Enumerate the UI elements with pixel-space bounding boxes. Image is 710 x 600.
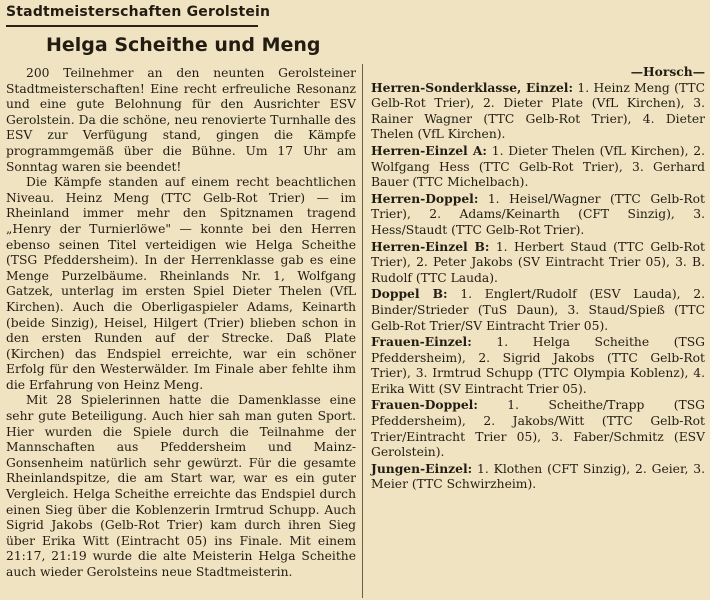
paragraph-intro: 200 Teilnehmer an den neunten Gerolsteiner Stadtmeisterschaften! Eine recht erfreuliche Resonanz und eine gute Belohnung für den Ausrichter ESV Gerolstein. Da die schöne, neu renovierte Turnhalle des ESV zur Verfügung stand, gingen die Kämpfe programmgemäß über die Bühne. Um 17 Uhr am Sonntag waren sie beendet! [6,66,356,174]
result-text: 1. Herbert Staud (TTC Gelb-Rot Trier), 2. Peter Jakobs (SV Eintracht Trier 05), 3. B. Rudolf (TTC Lauda). [371,239,705,285]
paragraph-men: Die Kämpfe standen auf einem recht beachtlichen Niveau. Heinz Meng (TTC Gelb-Rot Trier) — im Rheinland immer mehr den Spitznamen tragend „Henry der Turnierlöwe" — konnte bei den Herren ebenso seinen Titel verteidigen wie Helga Scheithe (TSG Pfeddersheim). In der Herrenklasse gab es eine Menge Purzelbäume. Rheinlands Nr. 1, Wolfgang Gatzek, unterlag im ersten Spiel Dieter Thelen (VfL Kirchen). Auch die Oberligaspieler Adams, Keinarth (beide Sinzig), Heisel, Hilgert (Trier) blieben schon in den ersten Runden auf der Strecke. Daß Plate (Kirchen) das Endspiel erreichte, war ein schöner Erfolg für den Westerwälder. Im Finale aber fehlte ihm die Erfahrung von Heinz Meng. [6,175,356,392]
author-byline: —Horsch— [630,64,705,79]
result-entry [371,397,705,460]
result-text: 1. Dieter Thelen (VfL Kirchen), 2. Wolfgang Hess (TTC Gelb-Rot Trier), 3. Gerhard Bauer (TTC Michelbach). [371,143,705,190]
result-category: Jungen-Einzel: [371,460,473,476]
result-category: Herren-Einzel A: [371,142,487,158]
result-category: Frauen-Doppel: [371,397,478,413]
result-text: 1. Helga Scheithe (TSG Pfeddersheim), 2. Sigrid Jakobs (TTC Gelb-Rot Trier), 3. Irmtrud Schupp (TTC Olympia Koblenz), 4. Erika Witt (SV Eintracht Trier 05). [371,335,705,396]
result-entry [371,80,705,143]
result-text: 1. Heinz Meng (TTC Gelb-Rot Trier), 2. Dieter Plate (VfL Kirchen), 3. Rainer Wagner (TTC Gelb-Rot Trier), 4. Dieter Thelen (VfL Kirchen). [371,80,705,142]
result-entry [371,191,705,239]
result-category: Herren-Einzel B: [371,238,490,254]
result-category: Herren-Doppel: [371,190,479,206]
column-divider [362,64,363,598]
result-text: 1. Klothen (CFT Sinzig), 2. Geier, 3. Meier (TTC Schwirzheim). [371,461,705,492]
paragraph-women: Mit 28 Spielerinnen hatte die Damenklasse eine sehr gute Beteiligung. Auch hier sah man guten Sport. Hier wurden die Spiele durch die Teilnahme der Mannschaften aus Pfeddersheim und Mainz-Gonsenheim natürlich sehr gewürzt. Für die gesamte Rheinlandspitze, die am Start war, war es ein guter Vergleich. Helga Scheithe erreichte das Endspiel durch einen Sieg über die Koblenzerin Irmtrud Schupp. Auch Sigrid Jakobs (Gelb-Rot Trier) kam durch ihren Sieg über Erika Witt (Eintracht 05) ins Finale. Mit einem 21:17, 21:19 wurde die alte Meisterin Helga Scheithe auch wieder Gerolsteins neue Stadtmeisterin. [6,393,356,579]
result-category: Frauen-Einzel: [371,334,472,350]
result-entry [371,334,705,397]
left-column [6,66,356,581]
section-rubric: Stadtmeisterschaften Gerolstein [6,4,271,20]
result-category: Herren-Sonderklasse, Einzel: [371,79,574,95]
result-entry [371,286,705,334]
rubric-underline [6,25,258,27]
article-headline: Helga Scheithe und Meng [46,34,321,56]
result-entry [371,239,705,287]
result-entry [371,143,705,191]
result-entry [371,461,705,493]
result-text: 1. Heisel/Wagner (TTC Gelb-Rot Trier), 2. Adams/Keinarth (CFT Sinzig), 3. Hess/Staudt (TTC Gelb-Rot Trier). [371,191,705,237]
right-column [371,64,705,493]
result-text: 1. Englert/Rudolf (ESV Lauda), 2. Binder/Strieder (TuS Daun), 3. Staud/Spieß (TTC Gelb-Rot Trier/SV Eintracht Trier 05). [371,287,705,333]
result-text: 1. Scheithe/Trapp (TSG Pfeddersheim), 2. Jakobs/Witt (TTC Gelb-Rot Trier/Eintracht Trier 05), 3. Faber/Schmitz (ESV Gerolstein). [371,398,705,460]
result-category: Doppel B: [371,286,448,302]
